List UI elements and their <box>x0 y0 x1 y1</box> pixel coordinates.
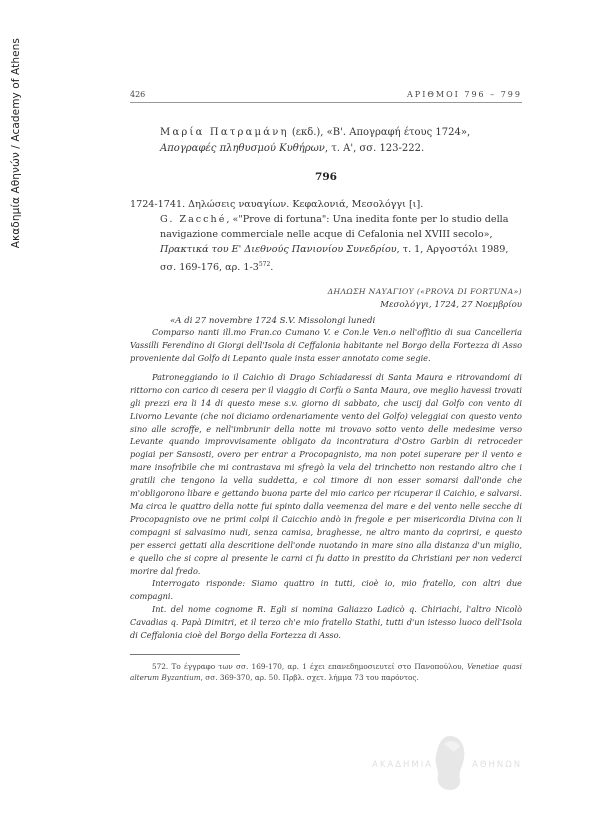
reference-rest: (εκδ.), «Β'. Απογραφή έτους 1724», <box>288 127 471 138</box>
reference-citation <box>160 125 522 157</box>
document-paragraph: Patroneggiando io il Caichio di Drago Schiadaressi di Santa Maura e ritrovandomi di rittorno con carico di cesera per il viaggio di Corfù o Santa Maura, ove meglio havessi trovati gli prezzi era li 14 di questo mese s.v. giorno di sabbato, che uscij dal Golfo con vento di Livorno Levante (che noi diciamo ordenariamente vento del Golfo) veleggiai con questo vento sino alle scroffe, e nell'imbrunir della notte mi trovavo sotto vento delle medesime verso Levante quando improvvisamente obligato da incontratura d'Ostro Garbin di retroceder pogiai per Sansosti, overo per entrar a Procopagnisto, ma non potei superare per il vento e mare insofribile che mi contrastava mi sfregò la vela del trinchetto non restando altro che i gratili che tengono la vella suddetta, e col timore di non esser somarsi dall'onde che m'obligorono libare e gettando buona parte del mio carico per ricuperar il Caichio, e salvarsi. Ma circa le quattro della notte fui spinto dalla veemenza del mare e del vento nelle secche di Procopagnisto ove ne primi colpi il Caicchio andò in fregole e per misericordia Divina con li compagni si salvasimo nudi, senza camisa, braghesse, ne altro manto da coprirsi, e questo per esserci gettati alla descritione dell'onde nuotando in mare sino alla distanza d'un miglio, e quello che si copre al presente le carni ci fu datto in prestito da Christiani per non vederci morire dal fredo. <box>130 371 522 576</box>
academy-watermark <box>372 728 522 798</box>
athena-head-icon <box>430 732 470 794</box>
document-heading: ΔΗΛΩΣΗ ΝΑΥΑΓΙΟΥ («PROVA DI FORTUNA») <box>327 287 522 297</box>
entry-number: 796 <box>315 171 337 183</box>
footnote <box>130 661 522 684</box>
footnote-divider <box>130 654 240 655</box>
page <box>130 90 522 684</box>
running-title: ΑΡΙΘΜΟΙ 796 – 799 <box>407 90 522 99</box>
watermark-right-text: ΑΘΗΝΩΝ <box>472 760 523 770</box>
reference-tail: , τ. Α', σσ. 123-222. <box>324 143 425 154</box>
running-header <box>130 90 522 103</box>
citation-author: G. Zacché <box>160 214 227 225</box>
entry-summary: 1724-1741. Δηλώσεις ναυαγίων. Κεφαλονιά, Μεσολόγγι [ι]. <box>130 199 424 210</box>
document-paragraph: Interrogato risponde: Siamo quattro in tutti, cioè io, mio fratello, con altri due compagni. <box>130 578 522 602</box>
page-number: 426 <box>130 90 146 99</box>
footnote-italic: Venetiae quasi alterum Byzantium <box>130 661 522 683</box>
citation-end: . <box>270 262 274 274</box>
entry-citation <box>160 212 522 275</box>
document-place-date: Μεσολόγγι, 1724, 27 Νοεμβρίου <box>380 300 522 311</box>
document-date-line: «A di 27 novembre 1724 S.V. Missolongi lunedi <box>170 316 376 327</box>
footnote-text: 572. Το έγγραφο των σσ. 169-170, αρ. 1 έχει επανεδημοσιευτεί στο Πανοπούλου, <box>152 661 468 671</box>
reference-author: Μαρία Πατραμάνη <box>160 127 289 138</box>
side-label: Ακαδημία Αθηνών / Academy of Athens <box>10 38 22 249</box>
footnote-tail: , σσ. 369-370, αρ. 50. Πρβλ. σχετ. λήμμα 73 του παρόντος. <box>200 673 419 683</box>
citation-tail: , τ. 1, Αργοστόλι 1989, σσ. 169-176, αρ. 1-3 <box>160 244 509 274</box>
document-paragraph: Comparso nanti ill.mo Fran.co Cumano V. e Con.le Ven.o nell'offitio di sua Cancelleria Vassilli Ferendino di Giorgi dell'Isola di Ceffalonia habitante nel Borgo della Fortezza di Asso proveniente dal Golfo di Lepanto quale insta esser annotato come segie. <box>130 327 522 363</box>
citation-rest: , «"Prove di fortuna": Una inedita fonte per lo studio della navigazione commerciale nelle acque di Cefalonia nel XVIII secolo», <box>160 214 509 240</box>
footnote-marker: 572 <box>258 261 271 268</box>
reference-title: Απογραφές πληθυσμού Κυθήρων <box>160 143 325 154</box>
citation-title: Πρακτικά του Ε' Διεθνούς Πανιονίου Συνεδρίου <box>160 244 397 255</box>
watermark-left-text: ΑΚΑΔΗΜΙΑ <box>372 760 434 770</box>
document-paragraph: Int. del nome cognome R. Egli si nomina Galiazzo Ladicò q. Chiriachi, l'altro Nicolò Cavadias q. Papà Dimitri, et il terzo ch'e mio fratello Stathi, tutti d'un istesso luoco dell'Isola di Ceffalonia cioè del Borgo della Fortezza di Asso. <box>130 604 522 641</box>
